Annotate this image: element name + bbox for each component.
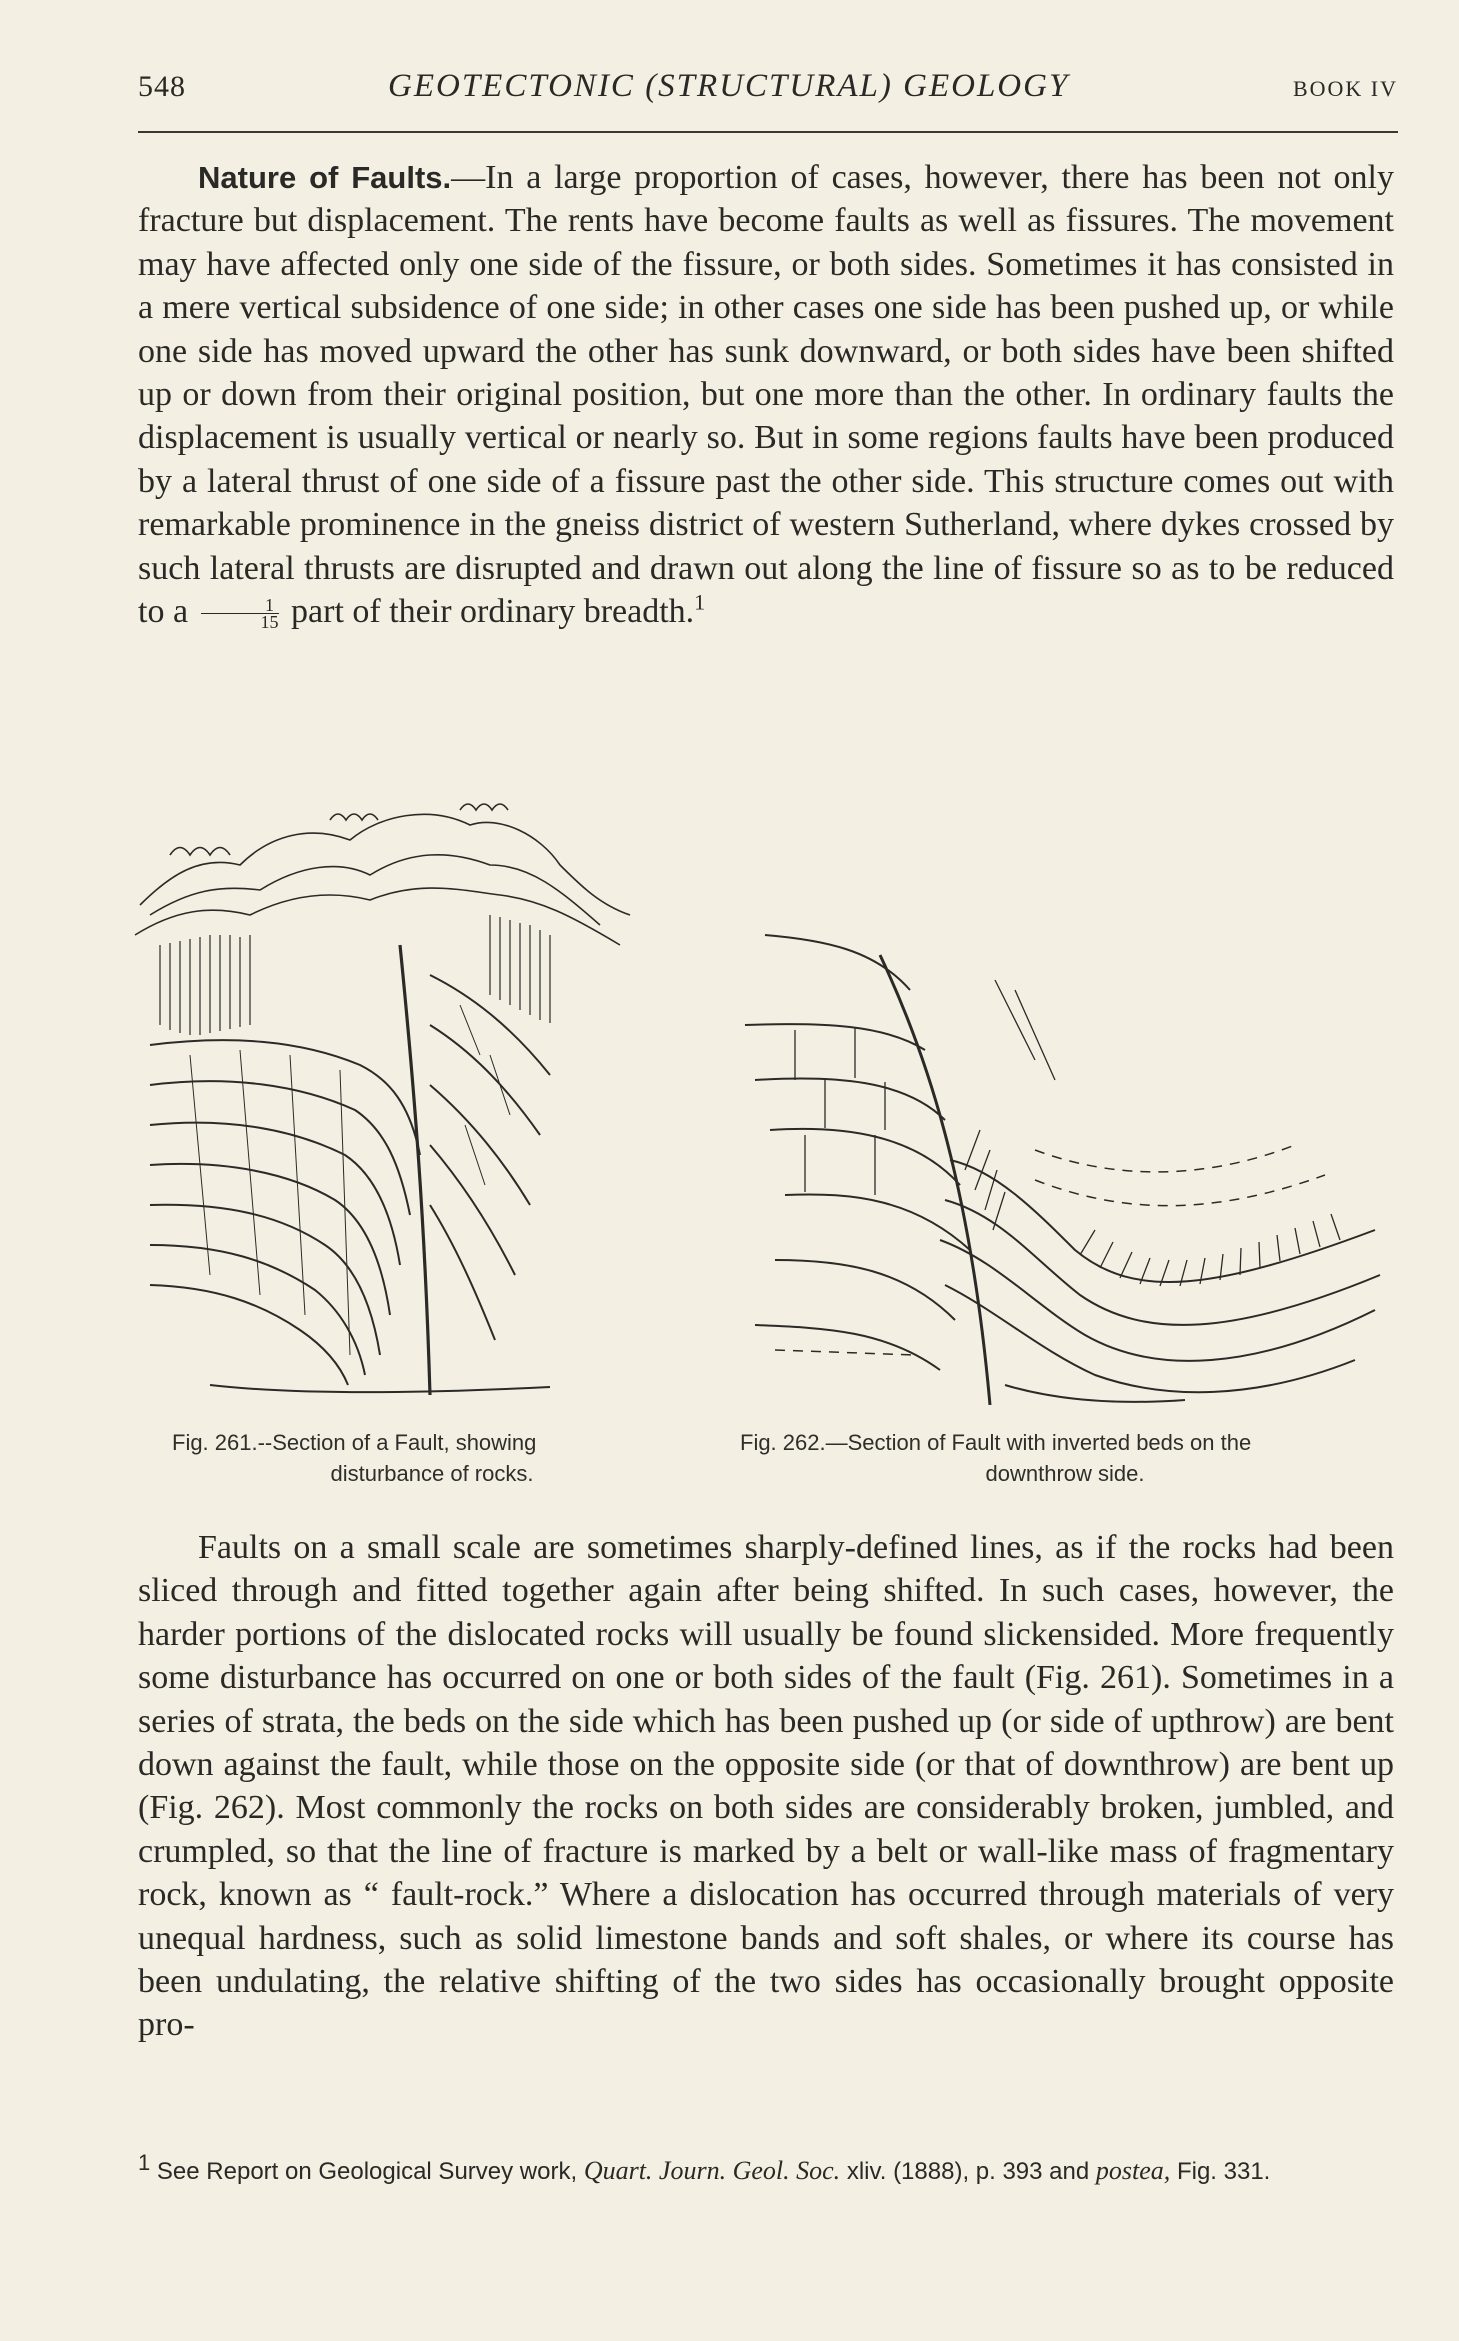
paragraph-text: Faults on a small scale are sometimes sharply-defined lines, as if the rocks had been sliced through and fitted together again after being shifted. In such cases, however, the harder portions of the dislocated rocks will usually be found slickensided. More frequently some disturbance has occurred on one or both sides of the fault (Fig. 261). Sometimes in a series of strata, the beds on the side which has been pushed up (or side of upthrow) are bent down against the fault, while those on the opposite side (or that of downthrow) are bent up (Fig. 262). Most commonly the rocks on both sides are considerably broken, jumbled, and crumpled, so that the line of fracture is marked by a belt or wall-like mass of fragmentary rock, known as “ fault-rock.” Where a dislocation has occurred through materials of very unequal hardness, such as solid limestone bands and soft shales, or where its course has been undulating, the relative shifting of the two sides has occasionally brought opposite pro- — [138, 1529, 1394, 2044]
book-reference: BOOK IV — [1292, 76, 1398, 101]
header-rule — [138, 131, 1398, 133]
fraction-denominator: 15 — [260, 612, 279, 633]
section-heading: Nature of Faults. — [198, 160, 452, 195]
paragraph-text-end: part of their ordinary breadth. — [291, 593, 695, 631]
footnote-text: xliv. (1888), p. 393 and — [846, 2158, 1090, 2185]
figure-262-caption — [740, 1427, 1390, 1489]
caption-line: disturbance of rocks. — [330, 1461, 534, 1486]
paragraph-small-scale-faults — [138, 1526, 1394, 2047]
caption-line: Fig. 262.—Section of Fault with inverted beds on the — [740, 1430, 1252, 1455]
footnote-journal: Quart. Journ. Geol. Soc. — [583, 2156, 841, 2185]
caption-line: Fig. 261.--Section of a Fault, showing — [172, 1430, 537, 1455]
footnote-text: See Report on Geological Survey work, — [156, 2158, 578, 2185]
figure-261-caption — [172, 1427, 692, 1489]
paragraph-nature-of-faults — [138, 156, 1394, 633]
fraction — [201, 595, 279, 633]
figure-261-fault-section — [130, 795, 670, 1405]
footnote-postea: postea, — [1095, 2156, 1171, 2185]
page-number: 548 — [138, 70, 186, 103]
footnote-reference: 1 — [694, 589, 706, 615]
fault-disturbance-engraving — [130, 795, 670, 1405]
inverted-beds-engraving — [735, 930, 1385, 1405]
fraction-numerator: 1 — [201, 597, 279, 614]
figure-262-inverted-beds — [735, 930, 1385, 1405]
footnote-marker: 1 — [138, 2150, 151, 2175]
footnote-text: Fig. 331. — [1176, 2158, 1271, 2185]
caption-line: downthrow side. — [985, 1461, 1145, 1486]
running-head — [138, 70, 1398, 114]
running-title: GEOTECTONIC (STRUCTURAL) GEOLOGY — [388, 68, 1070, 104]
footnote — [138, 2152, 1394, 2191]
paragraph-text: —In a large proportion of cases, however, there has been not only fracture but displacement. The rents have become faults as well as fissures. The movement may have affected only one side of the fissure, or both sides. Sometimes it has consisted in a mere vertical subsidence of one side; in other cases one side has been pushed up, or while one side has moved upward the other has sunk downward, or both sides have been shifted up or down from their original position, but one more than the other. In ordinary faults the displacement is usually vertical or nearly so. But in some regions faults have been produced by a lateral thrust of one side of a fissure past the other side. This structure comes out with remarkable prominence in the gneiss district of western Sutherland, where dykes crossed by such lateral thrusts are disrupted and drawn out along the line of fissure so as to be reduced to a — [138, 159, 1394, 631]
